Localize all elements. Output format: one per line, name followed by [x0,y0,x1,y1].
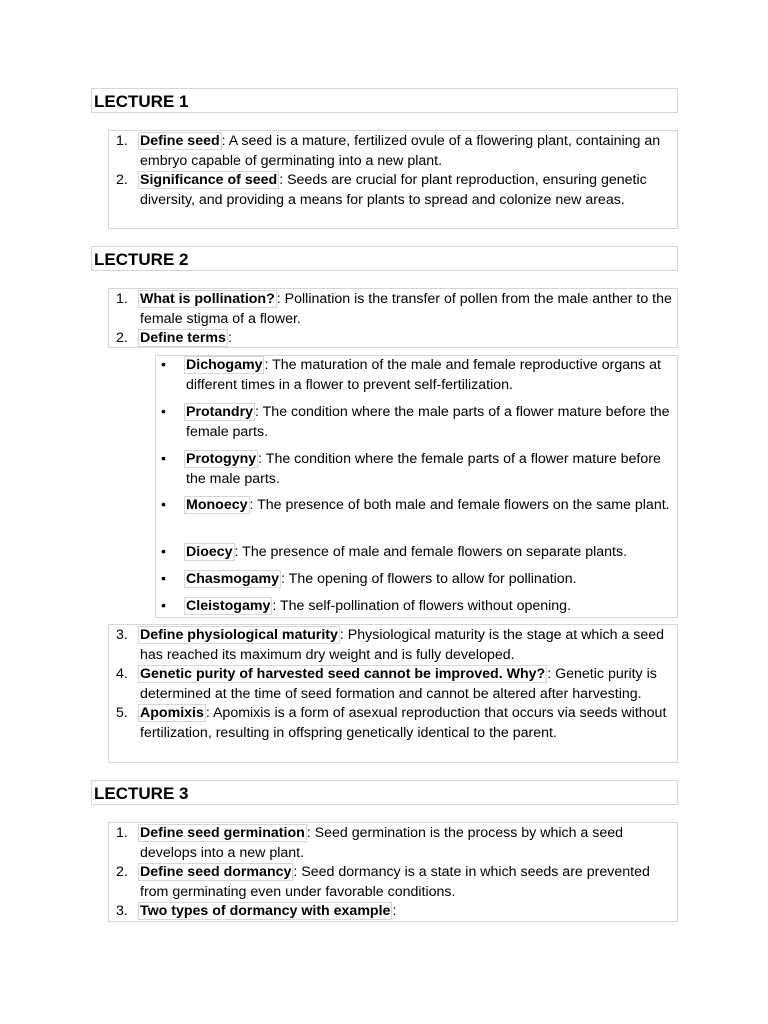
item-term: What is pollination? [140,291,275,307]
list-item [109,171,677,210]
item-term: Two types of dormancy with example [140,903,391,920]
item-number: 2. [116,172,128,189]
item-text: : Seed germination is the process by which a seed develops into a new plant. [140,825,624,861]
item-text: : A seed is a mature, fertilized ovule of a flowering plant, containing an embryo capable of germinating into a new plant. [140,133,661,169]
list-item [109,132,677,171]
terms-list [155,355,678,618]
list-item [109,329,677,349]
lecture-3-list [108,822,678,922]
term-item-dichogamy [156,356,674,395]
item-term: Genetic purity of harvested seed cannot be improved. Why? [140,666,546,683]
item-term: Cleistogamy [186,598,271,614]
item-term: Protogyny [186,451,257,467]
item-text: : The condition where the male parts of a flower mature before the female parts. [186,404,670,440]
list-item [109,626,677,665]
item-text: : The opening of flowers to allow for pollination. [281,571,577,587]
item-text: : Pollination is the transfer of pollen from the male anther to the female stigma of a flower. [140,291,672,327]
term-item-cleistogamy [156,597,674,617]
list-item [109,824,677,863]
term-item-protandry [156,403,674,442]
item-text: : Genetic purity is determined at the time of seed formation and cannot be altered after harvesting. [140,666,657,702]
item-number: 1. [116,133,128,149]
term-item-dioecy [156,543,674,563]
item-number: 3. [116,627,128,643]
lecture-3-heading: LECTURE 3 [91,780,678,805]
term-item-chasmogamy [156,570,674,590]
item-number: 2. [116,330,128,347]
item-number: 2. [116,864,128,881]
list-item [109,290,677,329]
list-item [109,902,677,922]
item-term: Define terms [140,330,226,347]
item-text: : [392,903,397,920]
item-text: : Physiological maturity is the stage at which a seed has reached its maximum dry weight and is fully developed. [140,627,665,663]
term-item-protogyny [156,450,674,489]
bullet-icon: • [161,544,166,560]
item-number: 4. [116,666,128,683]
item-term: Define seed [140,133,220,149]
item-term: Define seed dormancy [140,864,292,881]
item-number: 3. [116,903,128,920]
term-item-monoecy [156,496,674,516]
item-text: : The condition where the female parts of a flower mature before the male parts. [186,451,661,487]
lecture-1-list [108,130,678,229]
item-term: Define seed germination [140,825,305,841]
list-item [109,863,677,902]
item-term: Significance of seed [140,172,278,189]
list-item [109,704,677,743]
item-text: : The presence of both male and female flowers on the same plant. [249,497,670,513]
bullet-icon: • [161,357,166,373]
item-term: Monoecy [186,497,248,513]
bullet-icon: • [161,497,166,513]
item-text: : Seed dormancy is a state in which seeds are prevented from germinating even under favorable conditions. [140,864,650,900]
item-text: : Seeds are crucial for plant reproduction, ensuring genetic diversity, and providing a means for plants to spread and colonize new areas. [140,172,647,208]
item-number: 1. [116,291,128,307]
lecture-2-list-a [108,288,678,348]
list-item [109,665,677,704]
item-term: Dichogamy [186,357,263,373]
item-number: 5. [116,705,128,722]
lecture-2-list-b [108,624,678,763]
item-text: : [227,330,232,347]
item-term: Apomixis [140,705,204,722]
item-text: : The presence of male and female flowers on separate plants. [234,544,628,560]
bullet-icon: • [161,571,166,587]
lecture-1-heading: LECTURE 1 [91,88,678,113]
bullet-icon: • [161,404,166,420]
item-term: Define physiological maturity [140,627,338,643]
lecture-2-heading: LECTURE 2 [91,246,678,271]
item-term: Dioecy [186,544,233,560]
item-text: : The self-pollination of flowers without opening. [272,598,572,614]
item-number: 1. [116,825,128,841]
item-term: Protandry [186,404,254,420]
item-term: Chasmogamy [186,571,280,587]
item-text: : The maturation of the male and female reproductive organs at different times in a flower to prevent self-fertilization. [186,357,661,393]
bullet-icon: • [161,598,166,614]
bullet-icon: • [161,451,166,467]
item-text: : Apomixis is a form of asexual reproduction that occurs via seeds without fertilization, resulting in offspring genetically identical to the parent. [140,705,667,741]
